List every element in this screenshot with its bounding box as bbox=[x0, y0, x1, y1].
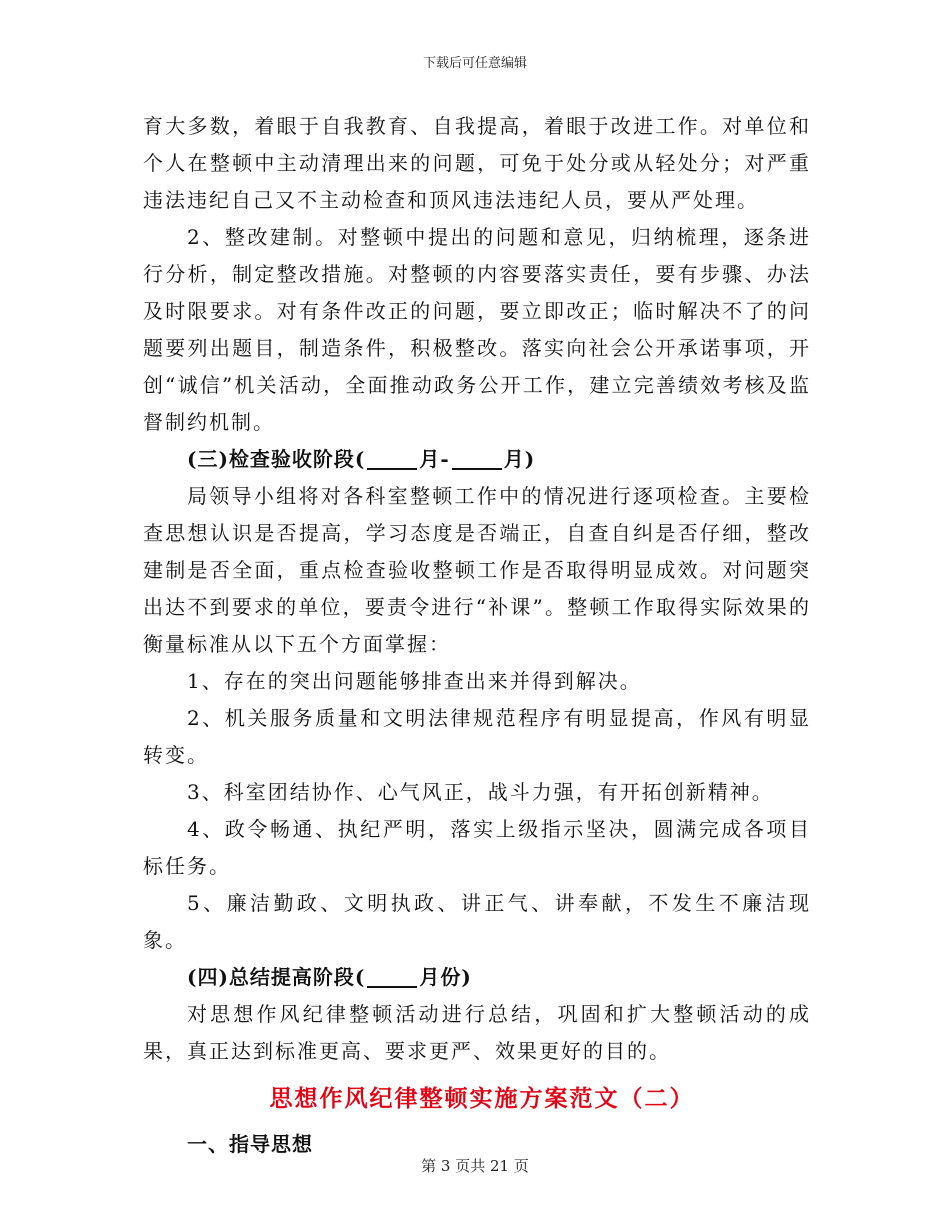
list-item-1: 1、存在的突出问题能够排查出来并得到解决。 bbox=[187, 669, 642, 693]
paragraph-inspection: 局领导小组将对各科室整顿工作中的情况进行逐项检查。主要检查思想认识是否提高，学习态度是否端正，自查自纠是否仔细，整改建制是否全面，重点检查验收整顿工作是否取得明显成效。对问题突出达不到要求的单位，要责令进行“补课”。整顿工作取得实际效果的衡量标准从以下五个方面掌握： bbox=[143, 484, 811, 656]
heading-summary-prefix: (四)总结提高阶段( bbox=[187, 965, 366, 989]
paragraph-continuation: 育大多数，着眼于自我教育、自我提高，着眼于改进工作。对单位和个人在整顿中主动清理出来的问题，可免于处分或从轻处分；对严重违法违纪自己又不主动检查和顶风违法违纪人员，要从严处理。 bbox=[143, 114, 811, 212]
page-footer: 第 3 页共 21 页 bbox=[421, 1157, 529, 1175]
heading-summary-suffix: 月份) bbox=[419, 965, 472, 989]
paragraph-summary: 对思想作风纪律整顿活动进行总结，巩固和扩大整顿活动的成果，真正达到标准更高、要求更严、效果更好的目的。 bbox=[143, 1002, 811, 1063]
list-item-2: 2、机关服务质量和文明法律规范程序有明显提高，作风有明显转变。 bbox=[143, 706, 811, 767]
heading-inspection-prefix: (三)检查验收阶段( bbox=[187, 447, 366, 471]
list-item-5: 5、廉洁勤政、文明执政、讲正气、讲奉献，不发生不廉洁现象。 bbox=[143, 891, 811, 952]
heading-inspection-suffix: 月) bbox=[503, 447, 536, 471]
section-heading-guiding-ideology: 一、指导思想 bbox=[187, 1132, 313, 1156]
heading-inspection-stage bbox=[143, 441, 811, 478]
month-blank-start bbox=[367, 446, 417, 470]
document-title: 思想作风纪律整顿实施方案范文（二） bbox=[269, 1085, 695, 1112]
month-blank-end bbox=[452, 446, 502, 470]
page-header: 下载后可任意编辑 bbox=[422, 56, 527, 71]
page-body bbox=[143, 108, 811, 1163]
heading-summary-stage bbox=[143, 959, 811, 996]
list-item-4: 4、政令畅通、执纪严明，落实上级指示坚决，圆满完成各项目标任务。 bbox=[143, 817, 811, 878]
list-item-3: 3、科室团结协作、心气风正，战斗力强，有开拓创新精神。 bbox=[187, 780, 774, 804]
month-blank-summary bbox=[367, 964, 417, 988]
heading-inspection-mid: 月- bbox=[419, 447, 450, 471]
paragraph-rectification: 2、整改建制。对整顿中提出的问题和意见，归纳梳理，逐条进行分析，制定整改措施。对整顿的内容要落实责任，要有步骤、办法及时限要求。对有条件改正的问题，要立即改正；临时解决不了的问题要列出题目，制造条件，积极整改。落实向社会公开承诺事项，开创“诚信”机关活动，全面推动政务公开工作，建立完善绩效考核及监督制约机制。 bbox=[143, 225, 811, 434]
